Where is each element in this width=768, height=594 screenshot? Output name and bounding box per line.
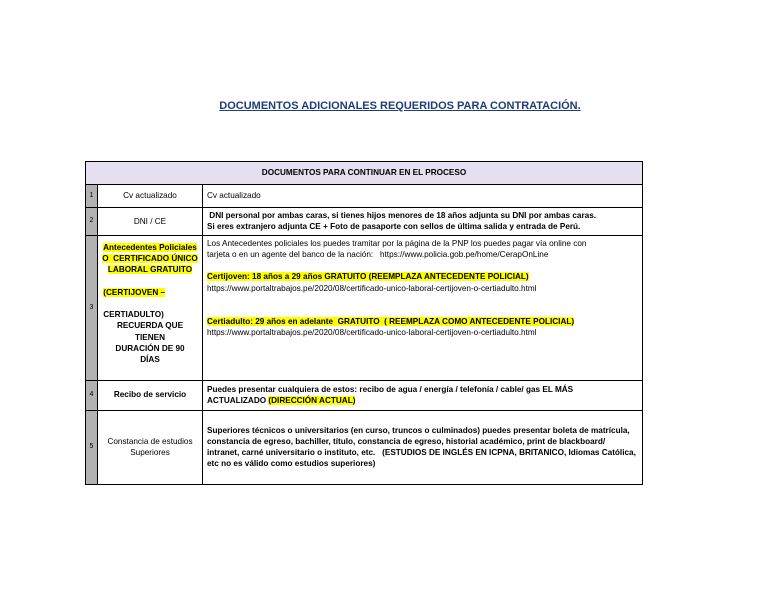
table-header: DOCUMENTOS PARA CONTINUAR EN EL PROCESO [86, 162, 643, 185]
table-row [86, 380, 643, 410]
label-line: RECUERDA QUE [116, 321, 184, 331]
description-line: Los Antecedentes policiales los puedes tramitar por la página de la PNP los puedes pagar vía online con [207, 238, 587, 248]
label-line: O CERTIFICADO ÚNICO [102, 253, 198, 263]
row-description [203, 235, 643, 380]
table-row [86, 410, 643, 484]
description-line: Si eres extranjero adjunta CE + Foto de pasaporte con sellos de última salida y entrada de Perú. [207, 222, 581, 232]
row-number: 1 [86, 185, 98, 208]
documents-table [85, 161, 643, 485]
description-line: Puedes presentar cualquiera de estos: recibo de agua / energía / telefonía / cable/ gas EL MÁS [207, 384, 574, 394]
row-label: Recibo de servicio [98, 380, 203, 410]
description-line: ACTUALIZADO [207, 396, 269, 406]
row-description: Cv actualizado [203, 185, 643, 208]
row-description [203, 208, 643, 236]
label-line: Constancia de estudios [107, 436, 193, 446]
label-line: (CERTIJOVEN – [103, 287, 166, 297]
certijoven-link[interactable]: https://www.portaltrabajos.pe/2020/08/certificado-unico-laboral-certijoven-o-certiadulto.html [207, 283, 537, 293]
description-line: Superiores técnicos o universitarios (en curso, truncos o culminados) puedes presentar boleta de matrícula, [207, 425, 630, 435]
certijoven-text: Certijoven: 18 años a 29 años GRATUITO (REEMPLAZA ANTECEDENTE POLICIAL) [207, 272, 529, 282]
description-line: constancia de egreso, bachiller, título, constancia de egreso, historial académico, print de blackboard/ [207, 436, 606, 446]
label-line: DURACIÓN DE 90 [115, 343, 185, 353]
label-line: LABORAL GRATUITO [107, 265, 193, 275]
row-number: 4 [86, 380, 98, 410]
description-line: tarjeta o en un agente del banco de la nación: https://www.policia.gob.pe/home/CerapOnLine [207, 249, 549, 259]
label-line: DÍAS [140, 355, 160, 365]
page-title: DOCUMENTOS ADICIONALES REQUERIDOS PARA CONTRATACIÓN. [219, 100, 581, 112]
label-line: Superiores [130, 448, 170, 458]
row-label [98, 410, 203, 484]
row-number: 2 [86, 208, 98, 236]
row-label: DNI / CE [98, 208, 203, 236]
address-highlight: (DIRECCIÓN ACTUAL) [268, 396, 356, 406]
certiadulto-text: Certiadulto: 29 años en adelante GRATUITO ( REEMPLAZA COMO ANTECEDENTE POLICIAL) [207, 316, 575, 326]
description-line: DNI personal por ambas caras, si tienes hijos menores de 18 años adjunta su DNI por ambas caras. [207, 211, 597, 220]
row-number: 5 [86, 410, 98, 484]
description-line: etc no es válido como estudios superiores) [207, 459, 376, 469]
label-line: CERTIADULTO) [103, 309, 164, 319]
row-label [98, 235, 203, 380]
label-line: TIENEN [134, 332, 166, 342]
row-description [203, 410, 643, 484]
table-row [86, 208, 643, 236]
row-label: Cv actualizado [98, 185, 203, 208]
row-description [203, 380, 643, 410]
certiadulto-link[interactable]: https://www.portaltrabajos.pe/2020/08/certificado-unico-laboral-certijoven-o-certiadulto.html [207, 328, 537, 338]
row-number: 3 [86, 235, 98, 380]
label-line: Antecedentes Policiales [103, 242, 197, 252]
table-row [86, 235, 643, 380]
table-row [86, 185, 643, 208]
description-line: intranet, carné universitario o instituto, etc. (ESTUDIOS DE INGLÉS EN ICPNA, BRITANICO, Idiomas Católica, [207, 448, 636, 458]
